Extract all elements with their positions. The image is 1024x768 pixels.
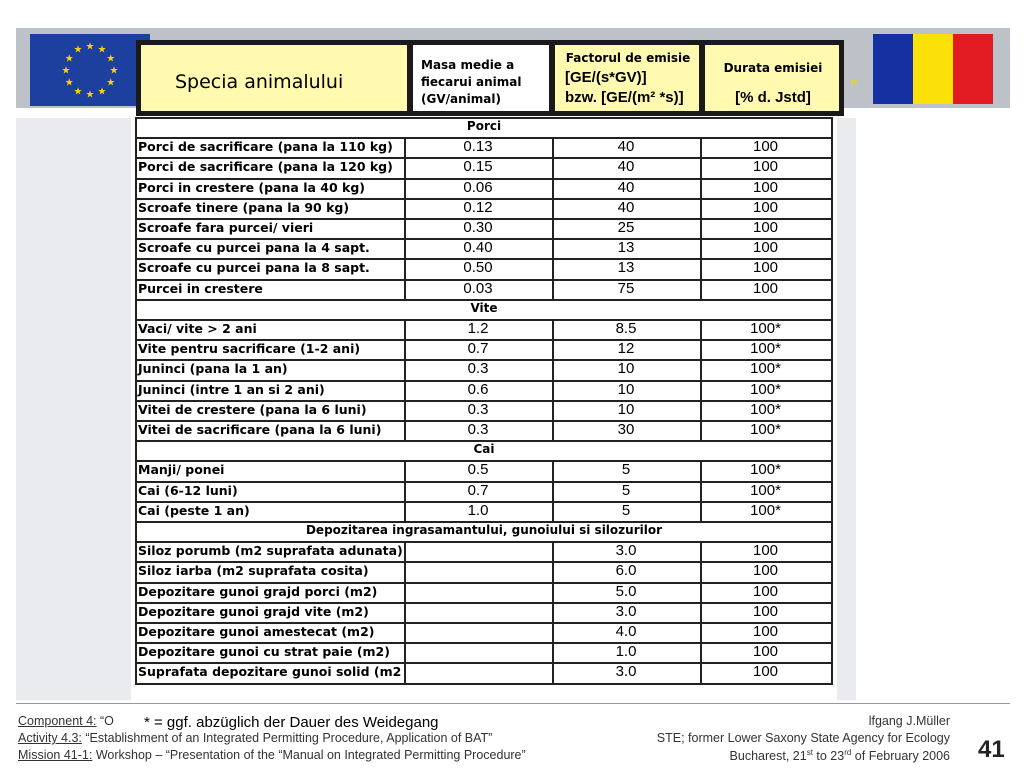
column-divider [404, 642, 406, 662]
cell-factor: 13 [617, 259, 635, 277]
cell-duration: 100 [752, 178, 779, 196]
table-border [831, 339, 833, 359]
header-factor-title: Factorul de emisie [565, 51, 691, 65]
footer-mission-label: Mission 41-1: [18, 748, 93, 762]
table-border [135, 400, 137, 420]
eu-star-icon: ★ [106, 77, 116, 89]
table-border [135, 319, 137, 339]
table-border [831, 359, 833, 379]
column-divider [700, 137, 702, 157]
cell-mass: 0.3 [467, 400, 489, 418]
column-divider [700, 602, 702, 622]
column-divider [700, 501, 702, 521]
column-divider [552, 582, 554, 602]
cell-factor: 3.0 [615, 542, 637, 560]
table-border [135, 541, 137, 561]
column-divider [404, 319, 406, 339]
table-border [135, 380, 137, 400]
column-divider [552, 481, 554, 501]
column-divider [552, 561, 554, 581]
header-species: Specia animalului [175, 71, 344, 93]
column-divider [700, 642, 702, 662]
column-divider [552, 238, 554, 258]
eu-star-icon: ★ [61, 65, 71, 77]
cell-mass: 0.03 [463, 279, 493, 297]
table-border [135, 460, 137, 480]
column-divider [404, 662, 406, 682]
table-border [135, 359, 137, 379]
cell-duration: 100* [750, 501, 781, 519]
cell-mass: 1.2 [467, 320, 489, 337]
row-label: Vite pentru sacrificare (1-2 ani) [138, 341, 361, 357]
cell-factor: 40 [617, 158, 635, 176]
column-divider [552, 178, 554, 198]
footer-activity-text: “Establishment of an Integrated Permitting Procedure, Application of BAT” [81, 731, 493, 745]
cell-mass: 0.50 [463, 259, 493, 277]
romania-flag-icon [873, 34, 993, 104]
table-border [831, 218, 833, 238]
footer-author: lfgang J.Müller [868, 714, 950, 728]
eu-star-icon: ★ [64, 77, 74, 89]
table-border [135, 521, 137, 541]
cell-factor: 4.0 [615, 623, 637, 640]
cell-factor: 5 [621, 461, 631, 479]
column-divider [404, 541, 406, 561]
row-label: Vitei de crestere (pana la 6 luni) [138, 401, 367, 417]
cell-mass: 0.5 [467, 461, 489, 479]
column-divider [700, 258, 702, 278]
column-divider [700, 218, 702, 238]
column-divider [700, 481, 702, 501]
cell-factor: 5 [621, 481, 631, 499]
section-title: Depozitarea ingrasamantului, gunoiului si silozurilor [305, 523, 663, 537]
cell-factor: 5 [621, 501, 631, 519]
table-border [135, 582, 137, 602]
cell-duration: 100 [752, 562, 779, 580]
header-duration-cell [704, 44, 840, 112]
cell-factor: 12 [617, 340, 635, 358]
column-divider [404, 279, 406, 299]
column-divider [552, 258, 554, 278]
column-divider [700, 380, 702, 400]
cell-duration: 100 [752, 219, 779, 236]
row-label: Vaci/ vite > 2 ani [138, 321, 257, 336]
cell-duration: 100 [752, 239, 779, 257]
table-border [831, 380, 833, 400]
eu-star-icon: ★ [97, 44, 107, 56]
cell-factor: 10 [617, 360, 635, 378]
column-divider [700, 238, 702, 258]
cell-factor: 8.5 [615, 320, 637, 337]
column-divider [700, 541, 702, 561]
row-label: Scroafe fara purcei/ vieri [138, 220, 314, 235]
cell-mass: 0.30 [463, 219, 493, 236]
cell-factor: 3.0 [615, 602, 637, 620]
eu-star-icon: ★ [73, 44, 83, 56]
row-label: Siloz porumb (m2 suprafata adunata) [138, 543, 403, 559]
cell-factor: 25 [617, 219, 635, 236]
cell-duration: 100* [750, 320, 781, 337]
table-border [135, 642, 137, 662]
column-divider [552, 380, 554, 400]
footer-place-date: Bucharest, 21st to 23rd of February 2006 [729, 748, 950, 764]
cell-factor: 6.0 [615, 562, 637, 580]
row-label: Depozitare gunoi grajd porci (m2) [138, 583, 378, 599]
row-label: Porci in crestere (pana la 40 kg) [138, 179, 366, 195]
cell-duration: 100* [750, 380, 781, 398]
column-divider [552, 137, 554, 157]
table-border [831, 258, 833, 278]
column-divider [552, 198, 554, 218]
cell-duration: 100* [750, 400, 781, 418]
cell-factor: 10 [617, 400, 635, 418]
column-divider [552, 319, 554, 339]
row-label: Scroafe cu purcei pana la 8 sapt. [138, 260, 370, 276]
cell-mass: 0.7 [467, 340, 489, 358]
column-divider [404, 561, 406, 581]
column-divider [404, 582, 406, 602]
header-factor-unit1: [GE/(s*GV)] [565, 69, 647, 86]
table-border [831, 440, 833, 460]
table-border [831, 460, 833, 480]
column-divider [552, 218, 554, 238]
header-duration-unit: [% d. Jstd] [735, 89, 811, 106]
table-border [831, 662, 833, 682]
column-divider [700, 582, 702, 602]
section-title: Vite [470, 300, 498, 315]
table-border [831, 137, 833, 157]
table-border [831, 521, 833, 541]
table-border [135, 178, 137, 198]
column-divider [404, 198, 406, 218]
cell-duration: 100 [752, 663, 779, 681]
column-divider [404, 178, 406, 198]
row-label: Scroafe tinere (pana la 90 kg) [138, 199, 350, 215]
column-divider [700, 622, 702, 642]
column-divider [404, 460, 406, 480]
column-divider [404, 359, 406, 379]
footer-component [18, 714, 114, 728]
footer-component-text: “O [96, 714, 114, 728]
footer-component-label: Component 4: [18, 714, 97, 728]
table-border [135, 157, 137, 177]
column-divider [404, 602, 406, 622]
cell-mass: 0.12 [463, 198, 493, 216]
table-border [831, 561, 833, 581]
cell-mass: 0.6 [467, 380, 489, 398]
column-divider [552, 460, 554, 480]
row-label: Porci de sacrificare (pana la 110 kg) [138, 139, 393, 155]
table-border [135, 440, 137, 460]
cell-factor: 40 [617, 198, 635, 216]
table-border [831, 541, 833, 561]
header-species-cell [140, 44, 408, 112]
table-border [831, 117, 833, 137]
eu-star-icon: ★ [85, 41, 95, 53]
row-label: Siloz iarba (m2 suprafata cosita) [138, 563, 369, 579]
table-border [831, 279, 833, 299]
header-duration-title: Durata emisiei [723, 61, 823, 75]
column-divider [552, 662, 554, 682]
table-border [135, 481, 137, 501]
table-border [135, 602, 137, 622]
cell-duration: 100 [752, 542, 779, 560]
column-divider [700, 561, 702, 581]
row-label: Depozitare gunoi grajd vite (m2) [138, 603, 369, 619]
table-border [135, 198, 137, 218]
cell-mass: 0.3 [467, 360, 489, 378]
table-border [831, 622, 833, 642]
eu-star-icon: ★ [106, 53, 116, 65]
column-divider [552, 420, 554, 440]
table-border [831, 178, 833, 198]
column-divider [700, 400, 702, 420]
eu-star-icon: ★ [64, 53, 74, 65]
column-divider [552, 622, 554, 642]
cell-duration: 100 [752, 158, 779, 176]
cell-duration: 100 [752, 138, 779, 156]
eu-star-icon: ★ [73, 86, 83, 98]
column-divider [700, 178, 702, 198]
page-number: 41 [978, 736, 1005, 763]
row-label: Cai (peste 1 an) [138, 502, 250, 518]
cell-duration: 100 [752, 279, 779, 297]
column-divider [552, 359, 554, 379]
table-border [135, 117, 137, 137]
footer-activity-label: Activity 4.3: [18, 731, 82, 745]
cell-duration: 100* [750, 481, 781, 499]
table-border [831, 319, 833, 339]
table-border [135, 258, 137, 278]
table-border [135, 339, 137, 359]
table-border [135, 137, 137, 157]
cell-factor: 13 [617, 239, 635, 257]
table-border [135, 662, 137, 682]
cell-duration: 100 [752, 582, 779, 600]
cell-factor: 5.0 [615, 582, 637, 600]
eu-star-icon: ★ [97, 86, 107, 98]
column-divider [404, 481, 406, 501]
column-divider [552, 400, 554, 420]
cell-duration: 100* [750, 461, 781, 479]
eu-flag-icon [30, 34, 150, 106]
footer-org: STE; former Lower Saxony State Agency for Ecology [656, 731, 950, 745]
eu-star-icon: ★ [85, 89, 95, 101]
table-border [831, 198, 833, 218]
column-divider [552, 602, 554, 622]
section-title: Cai [473, 442, 495, 457]
column-divider [404, 137, 406, 157]
column-divider [404, 400, 406, 420]
cell-duration: 100 [752, 643, 779, 661]
row-label: Vitei de sacrificare (pana la 6 luni) [138, 422, 382, 437]
table-header [136, 40, 844, 116]
table-border [831, 582, 833, 602]
table-border [135, 501, 137, 521]
row-label: Suprafata depozitare gunoi solid (m2 [138, 664, 402, 680]
table-border [135, 279, 137, 299]
cell-mass: 0.13 [463, 138, 493, 156]
table-border [831, 157, 833, 177]
table-border [831, 602, 833, 622]
table-border [831, 420, 833, 440]
column-divider [700, 198, 702, 218]
column-divider [700, 420, 702, 440]
row-label: Purcei in crestere [138, 280, 263, 296]
cell-duration: 100* [750, 421, 781, 438]
header-factor-cell [554, 44, 700, 112]
cell-duration: 100* [750, 360, 781, 378]
footer-mission [18, 748, 526, 762]
column-divider [700, 339, 702, 359]
column-divider [404, 420, 406, 440]
footnote: * = ggf. abzüglich der Dauer des Weidegang [140, 714, 443, 731]
table-border [831, 481, 833, 501]
cell-duration: 100 [752, 259, 779, 277]
section-title: Porci [466, 119, 502, 133]
row-label: Manji/ ponei [138, 462, 225, 478]
cell-factor: 3.0 [615, 663, 637, 681]
column-divider [552, 339, 554, 359]
column-divider [404, 238, 406, 258]
row-label: Depozitare gunoi amestecat (m2) [138, 624, 375, 639]
slide-title-fragment: ” [850, 78, 858, 95]
row-label: Depozitare gunoi cu strat paie (m2) [138, 644, 390, 660]
footer-activity [18, 731, 492, 745]
row-label: Porci de sacrificare (pana la 120 kg) [138, 159, 393, 175]
row-label: Cai (6-12 luni) [138, 482, 238, 498]
table-border [135, 420, 137, 440]
cell-mass: 0.40 [463, 239, 493, 257]
footer-mission-text: Workshop – “Presentation of the “Manual on Integrated Permitting Procedure” [92, 748, 526, 762]
cell-factor: 40 [617, 178, 635, 196]
column-divider [700, 662, 702, 682]
column-divider [700, 319, 702, 339]
cell-duration: 100* [750, 340, 781, 358]
column-divider [552, 157, 554, 177]
row-label: Scroafe cu purcei pana la 4 sapt. [138, 240, 370, 256]
cell-duration: 100 [752, 623, 779, 640]
column-divider [404, 218, 406, 238]
cell-mass: 1.0 [467, 501, 489, 519]
footer-divider [16, 703, 1010, 704]
cell-mass: 0.06 [463, 178, 493, 196]
table-border [135, 238, 137, 258]
header-factor-unit2: bzw. [GE/(m² *s)] [565, 89, 684, 106]
cell-factor: 75 [617, 279, 635, 297]
column-divider [552, 541, 554, 561]
cell-factor: 40 [617, 138, 635, 156]
table-border [135, 622, 137, 642]
table-border [831, 238, 833, 258]
row-label: Juninci (pana la 1 an) [138, 361, 288, 377]
column-divider [404, 501, 406, 521]
column-divider [404, 622, 406, 642]
cell-mass: 0.15 [463, 158, 493, 176]
table-border [831, 501, 833, 521]
column-divider [552, 279, 554, 299]
table-border [135, 218, 137, 238]
column-divider [700, 157, 702, 177]
cell-duration: 100 [752, 198, 779, 216]
column-divider [404, 339, 406, 359]
column-divider [700, 460, 702, 480]
table-border [831, 299, 833, 319]
cell-factor: 10 [617, 380, 635, 398]
cell-mass: 0.3 [467, 421, 489, 438]
table-border [135, 561, 137, 581]
column-divider [700, 279, 702, 299]
table-border [135, 299, 137, 319]
table-border [831, 400, 833, 420]
table-border [831, 642, 833, 662]
column-divider [404, 380, 406, 400]
column-divider [552, 501, 554, 521]
column-divider [404, 157, 406, 177]
header-mass: Masa medie a fiecarui animal (GV/animal) [421, 58, 522, 106]
cell-factor: 30 [617, 421, 635, 438]
column-divider [700, 359, 702, 379]
column-divider [404, 258, 406, 278]
column-divider [552, 642, 554, 662]
cell-mass: 0.7 [467, 481, 489, 499]
row-divider [135, 683, 833, 685]
cell-factor: 1.0 [615, 643, 637, 661]
header-mass-cell [412, 44, 550, 112]
eu-star-icon: ★ [109, 65, 119, 77]
row-label: Juninci (intre 1 an si 2 ani) [138, 381, 325, 397]
cell-duration: 100 [752, 602, 779, 620]
